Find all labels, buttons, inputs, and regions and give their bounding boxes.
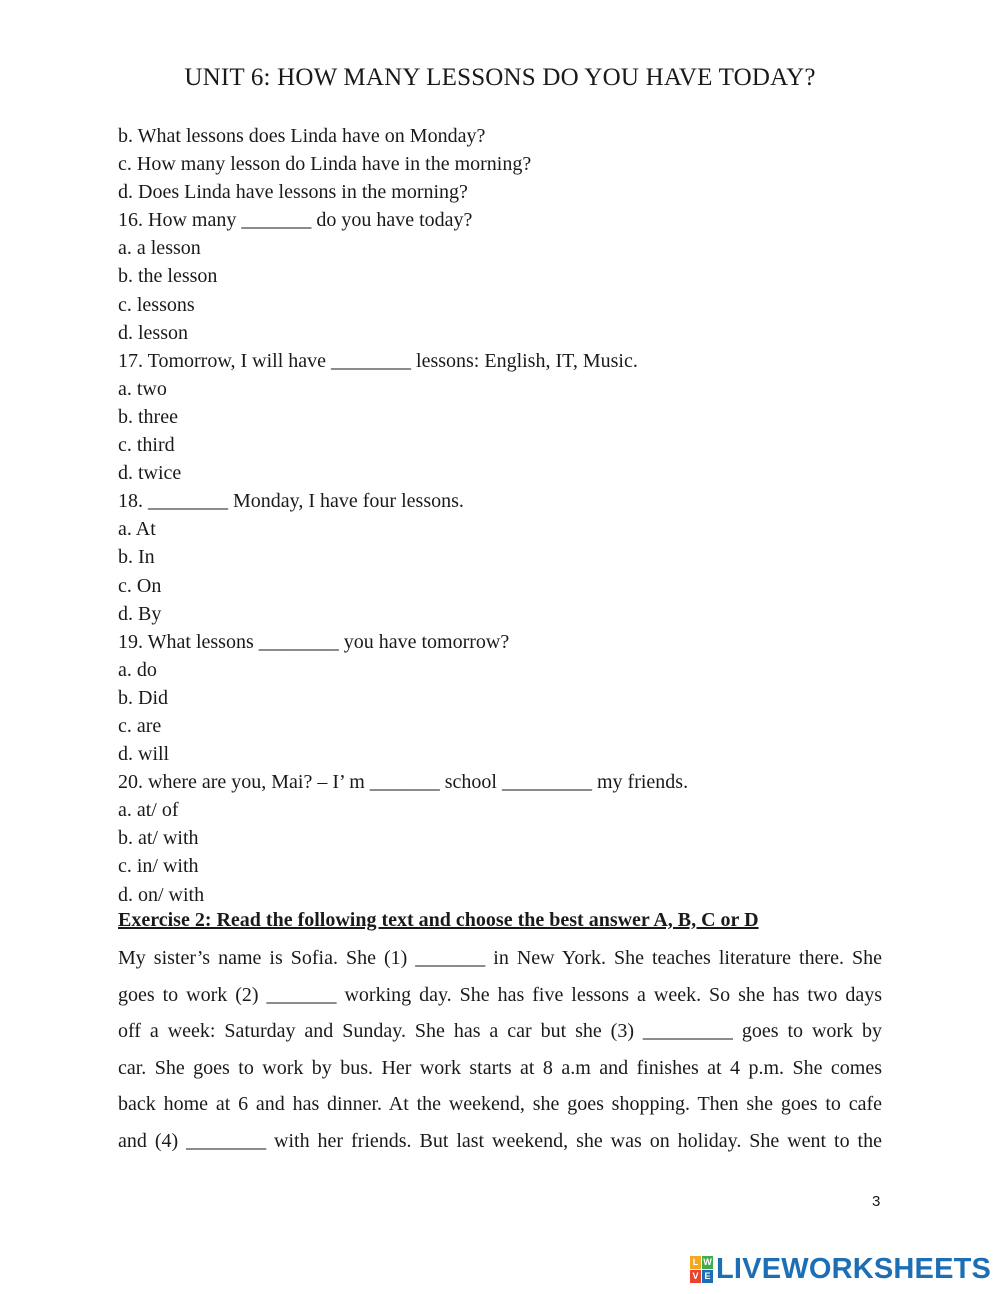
question-line: b. Did bbox=[118, 686, 168, 709]
question-line: b. In bbox=[118, 546, 155, 569]
question-line: b. the lesson bbox=[118, 265, 218, 288]
question-line: b. at/ with bbox=[118, 827, 199, 850]
question-line: b. What lessons does Linda have on Monday? bbox=[118, 125, 486, 147]
logo-text: LIVEWORKSHEETS bbox=[716, 1252, 992, 1285]
question-line: a. At bbox=[118, 518, 156, 541]
logo-tile: W bbox=[703, 1257, 712, 1267]
question-line: d. twice bbox=[118, 462, 182, 485]
logo-tile: E bbox=[702, 1270, 713, 1283]
question-line: a. two bbox=[118, 377, 167, 400]
paragraph-line: car. She goes to work by bus. Her work starts at 8 a.m and finishes at 4 p.m. She comes bbox=[118, 1056, 882, 1079]
logo-icon bbox=[690, 1256, 713, 1283]
question-line: c. How many lesson do Linda have in the morning? bbox=[118, 153, 532, 176]
question-line: c. third bbox=[118, 434, 175, 457]
question-list bbox=[118, 122, 888, 909]
exercise-heading: Exercise 2: Read the following text and choose the best answer A, B, C or D bbox=[118, 909, 759, 931]
paragraph-line: goes to work (2) _______ working day. She has five lessons a week. So she has two days bbox=[118, 983, 882, 1006]
reading-paragraph bbox=[118, 940, 882, 1160]
question-line: 18. ________ Monday, I have four lessons. bbox=[118, 490, 464, 513]
paragraph-line: and (4) ________ with her friends. But last weekend, she was on holiday. She went to the bbox=[118, 1129, 882, 1152]
question-line: d. By bbox=[118, 602, 162, 625]
paragraph-line: My sister’s name is Sofia. She (1) _______ in New York. She teaches literature there. She bbox=[118, 947, 882, 969]
question-line: c. lessons bbox=[118, 293, 195, 316]
question-line: b. three bbox=[118, 405, 178, 428]
liveworksheets-logo bbox=[690, 1254, 991, 1284]
question-line: a. do bbox=[118, 658, 157, 681]
question-line: a. at/ of bbox=[118, 799, 179, 822]
paragraph-line: off a week: Saturday and Sunday. She has a car but she (3) _________ goes to work by bbox=[118, 1020, 882, 1043]
page-number: 3 bbox=[872, 1193, 881, 1210]
logo-tile: L bbox=[690, 1256, 701, 1269]
logo-tile: V bbox=[690, 1270, 701, 1283]
question-line: d. on/ with bbox=[118, 883, 205, 906]
question-line: 17. Tomorrow, I will have ________ lessons: English, IT, Music. bbox=[118, 349, 638, 372]
paragraph-line: back home at 6 and has dinner. At the weekend, she goes shopping. Then she goes to cafe bbox=[118, 1093, 882, 1116]
question-line: 20. where are you, Mai? – I’ m _______ school _________ my friends. bbox=[118, 771, 689, 794]
question-line: c. in/ with bbox=[118, 855, 199, 878]
question-line: 19. What lessons ________ you have tomorrow? bbox=[118, 630, 510, 653]
question-line: a. a lesson bbox=[118, 237, 201, 260]
question-line: d. Does Linda have lessons in the morning? bbox=[118, 181, 468, 204]
question-line: d. lesson bbox=[118, 321, 188, 344]
question-line: c. are bbox=[118, 714, 162, 737]
question-line: c. On bbox=[118, 574, 162, 597]
page-title: UNIT 6: HOW MANY LESSONS DO YOU HAVE TODAY? bbox=[184, 64, 816, 91]
question-line: d. will bbox=[118, 743, 170, 766]
question-line: 16. How many _______ do you have today? bbox=[118, 209, 473, 232]
